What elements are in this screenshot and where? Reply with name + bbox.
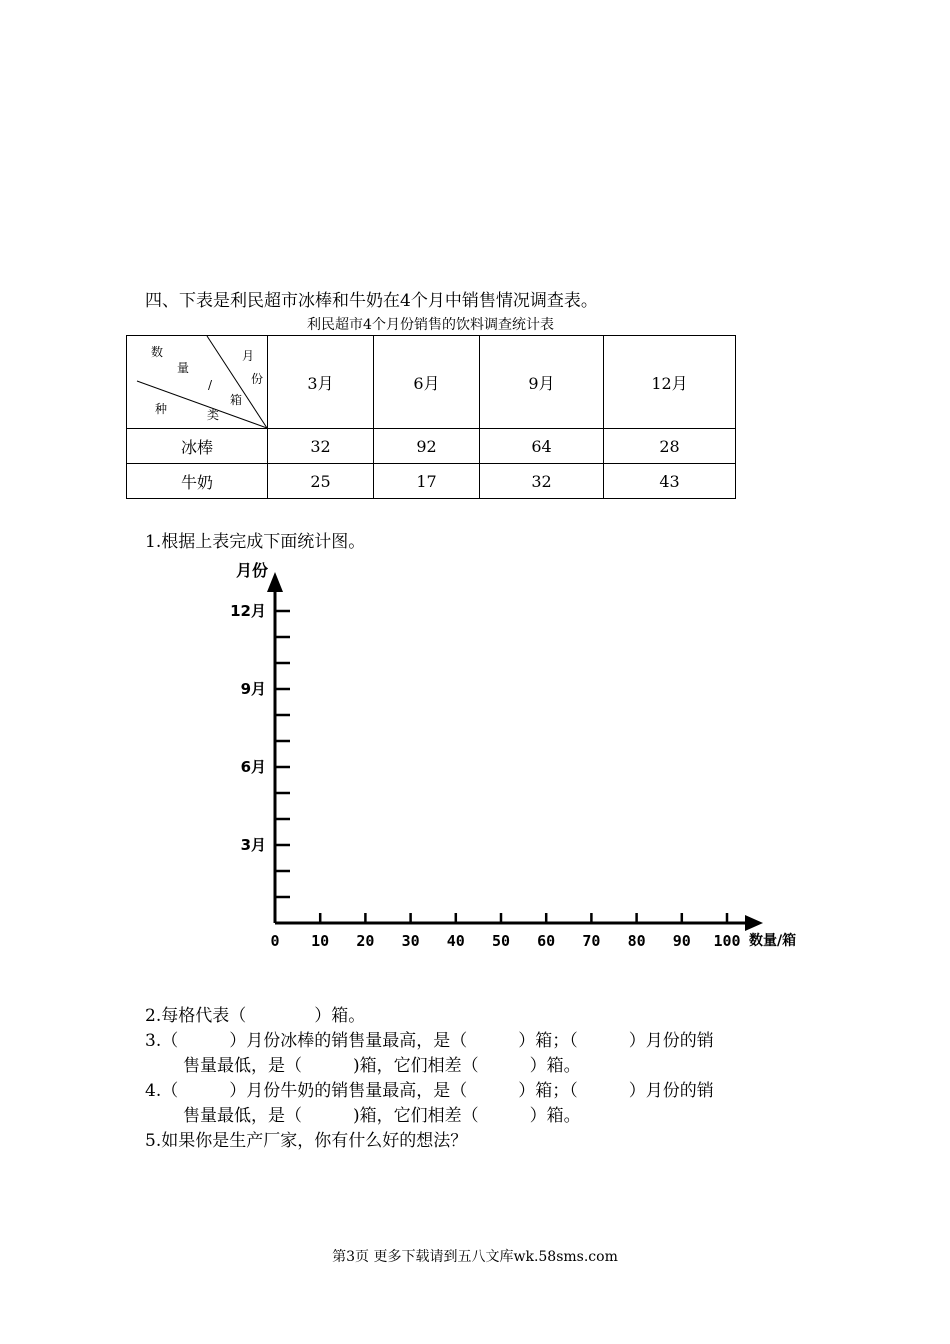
corner-label: / — [208, 378, 213, 392]
table-cell: 32 — [480, 464, 604, 499]
table-cell: 43 — [604, 464, 736, 499]
section-title: 四、下表是利民超市冰棒和牛奶在4个月中销售情况调查表。 — [145, 291, 598, 311]
y-tick-label: 3月 — [240, 836, 266, 854]
x-tick-label: 30 — [401, 932, 420, 950]
x-tick-label: 40 — [446, 932, 465, 950]
x-axis-label: 数量/箱 — [749, 933, 797, 949]
question-2: 2.每格代表（ ）箱。 — [145, 1006, 366, 1026]
x-tick-label: 90 — [672, 932, 691, 950]
y-tick-label: 9月 — [240, 680, 266, 698]
question-4-line-2: 售量最低，是（ )箱，它们相差（ ）箱。 — [183, 1106, 581, 1126]
row-label: 牛奶 — [127, 464, 268, 499]
x-tick-label: 50 — [491, 932, 511, 950]
column-header: 12月 — [604, 336, 736, 429]
table-cell: 25 — [268, 464, 374, 499]
x-axis-arrow — [745, 915, 763, 931]
table-caption: 利民超市4个月份销售的饮料调查统计表 — [307, 317, 554, 333]
y-axis-label: 月份 — [236, 561, 269, 580]
y-tick-label: 12月 — [230, 602, 266, 620]
table-cell: 92 — [374, 429, 480, 464]
x-tick-label: 60 — [537, 932, 556, 950]
table-cell: 17 — [374, 464, 480, 499]
question-5: 5.如果你是生产厂家，你有什么好的想法？ — [145, 1131, 468, 1151]
row-label: 冰棒 — [127, 429, 268, 464]
table-cell: 64 — [480, 429, 604, 464]
table-cell: 28 — [604, 429, 736, 464]
corner-label: 量 — [177, 361, 190, 375]
question-3-line-1: 3.（ ）月份冰棒的销售量最高，是（ ）箱；（ ）月份的销 — [145, 1031, 714, 1051]
column-header: 9月 — [480, 336, 604, 429]
corner-label: 箱 — [230, 393, 243, 407]
corner-label: 数 — [151, 345, 164, 359]
x-tick-label: 0 — [270, 932, 280, 950]
column-header: 6月 — [374, 336, 480, 429]
x-tick-label: 70 — [582, 932, 601, 950]
y-axis-arrow — [267, 572, 283, 592]
page-footer: 第3页 更多下载请到五八文库wk.58sms.com — [332, 1249, 618, 1265]
y-tick-label: 6月 — [240, 758, 266, 776]
table-cell: 32 — [268, 429, 374, 464]
x-tick-label: 10 — [311, 932, 330, 950]
x-tick-label: 100 — [713, 932, 741, 950]
corner-label: 类 — [207, 408, 220, 422]
question-1: 1.根据上表完成下面统计图。 — [145, 532, 366, 552]
corner-label: 月 — [242, 349, 255, 363]
question-4-line-1: 4.（ ）月份牛奶的销售量最高，是（ ）箱；（ ）月份的销 — [145, 1081, 714, 1101]
corner-label: 份 — [251, 372, 264, 386]
corner-label: 种 — [155, 402, 168, 416]
column-header: 3月 — [268, 336, 374, 429]
x-tick-label: 20 — [356, 932, 375, 950]
x-tick-label: 80 — [627, 932, 646, 950]
question-3-line-2: 售量最低，是（ )箱，它们相差（ ）箱。 — [183, 1056, 581, 1076]
